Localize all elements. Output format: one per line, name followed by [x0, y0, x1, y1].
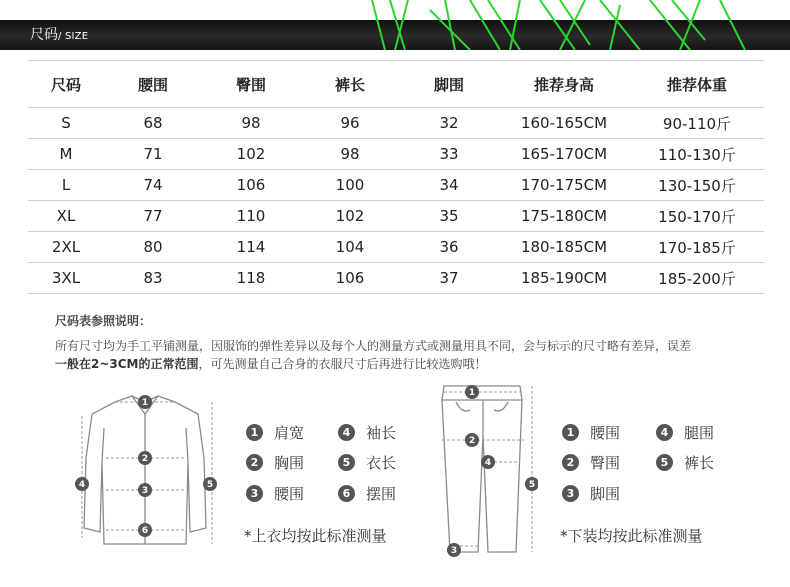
table-cell: 98: [241, 114, 261, 132]
table-row: [28, 263, 764, 294]
table-cell: 37: [439, 269, 459, 287]
header-cell: 腰围: [137, 75, 168, 94]
legend-label: 摆围: [366, 485, 397, 503]
number-badge: 5: [656, 454, 673, 471]
table-row: [28, 139, 764, 170]
number-badge: 4: [656, 424, 673, 441]
legend-label: 腰围: [274, 485, 305, 503]
table-cell: L: [61, 176, 71, 194]
size-banner: [0, 0, 790, 50]
shirt-legend-item: [338, 452, 396, 473]
table-cell: 90-110斤: [662, 114, 732, 133]
pants-footnote: *下装均按此标准测量: [560, 527, 703, 545]
number-badge: 3: [246, 485, 263, 502]
pants-legend-item: [562, 452, 620, 473]
table-cell: 106: [236, 176, 266, 194]
table-cell: 100: [335, 176, 365, 194]
table-cell: 170-185斤: [658, 238, 736, 257]
pants-marker: 5: [528, 480, 536, 490]
table-cell: 3XL: [51, 269, 81, 287]
table-cell: 34: [439, 176, 459, 194]
banner-title: [30, 25, 88, 47]
table-cell: 102: [335, 207, 365, 225]
legend-label: 腰围: [590, 424, 621, 442]
legend-label: 臀围: [590, 454, 621, 472]
banner-title-text: 尺码: [30, 27, 58, 43]
header-cell: 臀围: [235, 75, 266, 94]
table-cell: 165-170CM: [520, 145, 608, 163]
number-badge: 1: [562, 424, 579, 441]
table-cell: 68: [143, 114, 163, 132]
table-cell: 110-130斤: [658, 145, 736, 164]
number-badge: 3: [562, 485, 579, 502]
table-cell: 175-180CM: [520, 207, 608, 225]
pants-diagram: [428, 380, 538, 562]
table-header-row: [28, 61, 764, 108]
header-cell: 脚围: [433, 75, 464, 94]
number-badge: 2: [246, 454, 263, 471]
legend-label: 袖长: [366, 424, 397, 442]
table-cell: 150-170斤: [658, 207, 736, 226]
pants-legend-item: [562, 483, 620, 504]
shirt-footnote: *上衣均按此标准测量: [244, 527, 387, 545]
table-cell: 35: [439, 207, 459, 225]
table-cell: 104: [335, 238, 365, 256]
legend-label: 胸围: [274, 454, 305, 472]
table-cell: 170-175CM: [520, 176, 608, 194]
table-cell: 83: [143, 269, 163, 287]
legend-label: 脚围: [590, 485, 621, 503]
pants-marker: 2: [468, 436, 476, 446]
number-badge: 1: [246, 424, 263, 441]
banner-green-lines: [0, 0, 790, 50]
table-cell: M: [59, 145, 73, 163]
size-table: [28, 60, 764, 294]
table-cell: XL: [56, 207, 76, 225]
pants-legend-item: [656, 422, 714, 443]
table-cell: 32: [439, 114, 459, 132]
shirt-legend-item: [246, 452, 304, 473]
table-cell: 106: [335, 269, 365, 287]
legend-label: 衣长: [366, 454, 397, 472]
shirt-legend-item: [246, 483, 304, 504]
table-cell: 110: [236, 207, 266, 225]
table-cell: 180-185CM: [520, 238, 608, 256]
number-badge: 5: [338, 454, 355, 471]
table-cell: 74: [143, 176, 163, 194]
pants-marker: 1: [468, 388, 476, 398]
shirt-legend-item: [246, 422, 304, 443]
notes-emphasis: 一般在2~3CM的正常范围: [55, 357, 199, 371]
notes-title: 尺码表参照说明：: [55, 314, 152, 328]
table-row: [28, 232, 764, 263]
table-row: [28, 201, 764, 232]
number-badge: 4: [338, 424, 355, 441]
table-cell: 33: [439, 145, 459, 163]
table-row: [28, 108, 764, 139]
table-cell: 130-150斤: [658, 176, 736, 195]
shirt-diagram: [70, 388, 220, 550]
size-notes: [55, 312, 765, 373]
legend-label: 肩宽: [274, 424, 305, 442]
header-cell: 推荐身高: [533, 75, 594, 94]
table-row: [28, 170, 764, 201]
shirt-legend-item: [338, 483, 396, 504]
table-cell: 36: [439, 238, 459, 256]
table-cell: 77: [143, 207, 163, 225]
table-cell: 80: [143, 238, 163, 256]
shirt-marker: 6: [141, 526, 149, 536]
table-cell: 98: [340, 145, 360, 163]
table-cell: 185-200斤: [658, 269, 736, 288]
table-cell: 185-190CM: [520, 269, 608, 287]
header-cell: 推荐体重: [666, 75, 727, 94]
number-badge: 6: [338, 485, 355, 502]
legend-label: 腿围: [684, 424, 715, 442]
pants-legend-item: [656, 452, 714, 473]
header-cell: 尺码: [50, 75, 81, 94]
shirt-marker: 1: [141, 398, 149, 408]
pants-legend-item: [562, 422, 620, 443]
pants-marker: 3: [450, 546, 458, 556]
shirt-marker: 5: [206, 480, 214, 490]
number-badge: 2: [562, 454, 579, 471]
table-cell: S: [61, 114, 71, 132]
table-cell: 160-165CM: [520, 114, 608, 132]
table-cell: 2XL: [51, 238, 81, 256]
header-cell: 裤长: [334, 75, 365, 94]
shirt-marker: 4: [78, 480, 86, 490]
notes-line-2-rest: ，可先测量自己合身的衣服尺寸后再进行比较选购哦！: [198, 357, 487, 371]
notes-line-1: 所有尺寸均为手工平铺测量，因服饰的弹性差异以及每个人的测量方式或测量用具不同，会与标示的尺寸略有差异，误差: [55, 339, 692, 353]
table-cell: 118: [236, 269, 266, 287]
table-cell: 102: [236, 145, 266, 163]
shirt-legend-item: [338, 422, 396, 443]
shirt-marker: 2: [141, 454, 149, 464]
notes-line-2: [55, 355, 765, 373]
banner-subtitle: / SIZE: [58, 31, 89, 42]
pants-marker: 4: [484, 458, 492, 468]
table-cell: 96: [340, 114, 360, 132]
table-cell: 71: [143, 145, 163, 163]
table-cell: 114: [236, 238, 266, 256]
shirt-marker: 3: [141, 486, 149, 496]
legend-label: 裤长: [684, 454, 715, 472]
